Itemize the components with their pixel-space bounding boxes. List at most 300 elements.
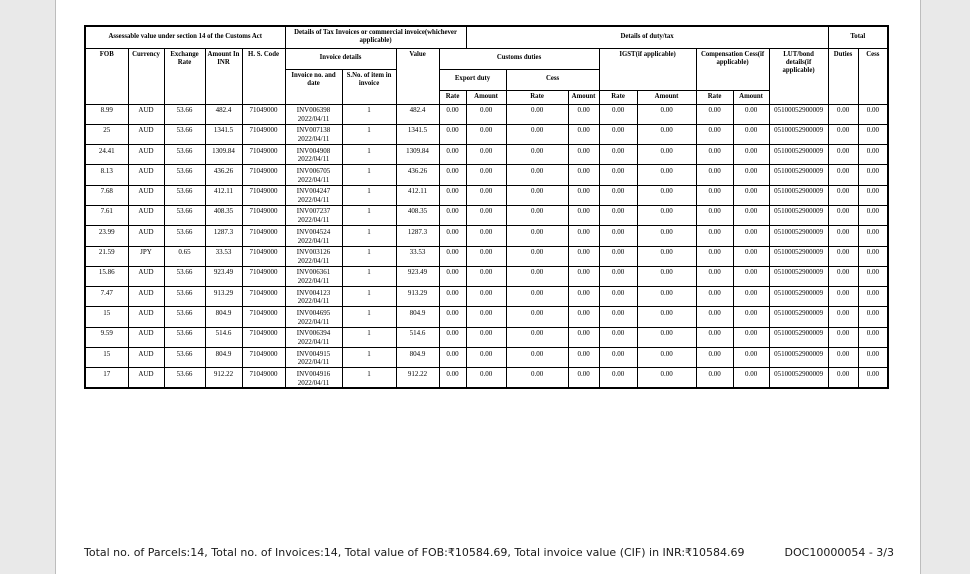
header-duties-total: Duties <box>828 48 858 104</box>
exchange-rate-cell: 53.66 <box>164 348 205 368</box>
header-group-duty-tax: Details of duty/tax <box>466 26 828 48</box>
comp-cess-rate-cell: 0.00 <box>696 348 733 368</box>
document-page <box>57 0 919 574</box>
invoice-row <box>85 246 888 266</box>
header-cess-rate: Rate <box>506 90 568 104</box>
header-cess-amount: Amount <box>568 90 599 104</box>
igst-amount-cell: 0.00 <box>637 348 696 368</box>
duties-total-cell: 0.00 <box>828 327 858 347</box>
cess-total-cell: 0.00 <box>858 145 888 165</box>
amount-in-inr-cell: 408.35 <box>205 205 242 225</box>
export-duty-amount-cell: 0.00 <box>466 165 506 185</box>
cess-rate-cell: 0.00 <box>506 246 568 266</box>
cess-amount-cell: 0.00 <box>568 246 599 266</box>
duties-total-cell: 0.00 <box>828 226 858 246</box>
fob-cell: 15.86 <box>85 266 128 286</box>
header-comp-cess-rate: Rate <box>696 90 733 104</box>
hs-code-cell: 71049000 <box>242 287 285 307</box>
invoice-row <box>85 185 888 205</box>
sno-of-item-cell: 1 <box>342 327 396 347</box>
currency-cell: AUD <box>128 226 164 246</box>
duties-total-cell: 0.00 <box>828 205 858 225</box>
cess-total-cell: 0.00 <box>858 104 888 124</box>
hs-code-cell: 71049000 <box>242 205 285 225</box>
value-cell: 33.53 <box>396 246 439 266</box>
exchange-rate-cell: 0.65 <box>164 246 205 266</box>
amount-in-inr-cell: 1341.5 <box>205 124 242 144</box>
export-duty-amount-cell: 0.00 <box>466 205 506 225</box>
cess-rate-cell: 0.00 <box>506 145 568 165</box>
sno-of-item-cell: 1 <box>342 104 396 124</box>
hs-code-cell: 71049000 <box>242 165 285 185</box>
igst-rate-cell: 0.00 <box>599 205 637 225</box>
cess-total-cell: 0.00 <box>858 368 888 389</box>
comp-cess-amount-cell: 0.00 <box>733 287 769 307</box>
invoice-no-date-cell: INV003126 2022/04/11 <box>285 246 342 266</box>
cess-total-cell: 0.00 <box>858 266 888 286</box>
cess-rate-cell: 0.00 <box>506 327 568 347</box>
invoice-row <box>85 307 888 327</box>
value-cell: 514.6 <box>396 327 439 347</box>
cess-total-cell: 0.00 <box>858 226 888 246</box>
amount-in-inr-cell: 33.53 <box>205 246 242 266</box>
comp-cess-rate-cell: 0.00 <box>696 327 733 347</box>
igst-amount-cell: 0.00 <box>637 266 696 286</box>
value-cell: 412.11 <box>396 185 439 205</box>
customs-invoice-table <box>84 25 889 389</box>
igst-amount-cell: 0.00 <box>637 246 696 266</box>
amount-in-inr-cell: 482.4 <box>205 104 242 124</box>
export-duty-rate-cell: 0.00 <box>439 124 466 144</box>
lut-bond-cell: 05100052900009 <box>769 185 828 205</box>
invoice-row <box>85 327 888 347</box>
comp-cess-rate-cell: 0.00 <box>696 145 733 165</box>
header-group-assessable-value: Assessable value under section 14 of the Customs Act <box>85 26 285 48</box>
igst-amount-cell: 0.00 <box>637 104 696 124</box>
header-group-total: Total <box>828 26 888 48</box>
header-igst-rate: Rate <box>599 90 637 104</box>
invoice-no-date-cell: INV006361 2022/04/11 <box>285 266 342 286</box>
cess-total-cell: 0.00 <box>858 165 888 185</box>
invoice-no-date-cell: INV004524 2022/04/11 <box>285 226 342 246</box>
sno-of-item-cell: 1 <box>342 287 396 307</box>
currency-cell: AUD <box>128 368 164 389</box>
export-duty-amount-cell: 0.00 <box>466 226 506 246</box>
cess-amount-cell: 0.00 <box>568 368 599 389</box>
cess-total-cell: 0.00 <box>858 205 888 225</box>
hs-code-cell: 71049000 <box>242 327 285 347</box>
exchange-rate-cell: 53.66 <box>164 124 205 144</box>
duties-total-cell: 0.00 <box>828 287 858 307</box>
duties-total-cell: 0.00 <box>828 124 858 144</box>
header-export-duty: Export duty <box>439 69 506 90</box>
export-duty-rate-cell: 0.00 <box>439 287 466 307</box>
export-duty-amount-cell: 0.00 <box>466 124 506 144</box>
export-duty-amount-cell: 0.00 <box>466 246 506 266</box>
export-duty-rate-cell: 0.00 <box>439 104 466 124</box>
value-cell: 913.29 <box>396 287 439 307</box>
amount-in-inr-cell: 923.49 <box>205 266 242 286</box>
header-hs-code: H. S. Code <box>242 48 285 104</box>
comp-cess-amount-cell: 0.00 <box>733 246 769 266</box>
amount-in-inr-cell: 913.29 <box>205 287 242 307</box>
currency-cell: AUD <box>128 124 164 144</box>
igst-rate-cell: 0.00 <box>599 266 637 286</box>
lut-bond-cell: 05100052900009 <box>769 226 828 246</box>
cess-amount-cell: 0.00 <box>568 165 599 185</box>
export-duty-rate-cell: 0.00 <box>439 246 466 266</box>
value-cell: 923.49 <box>396 266 439 286</box>
export-duty-amount-cell: 0.00 <box>466 307 506 327</box>
lut-bond-cell: 05100052900009 <box>769 327 828 347</box>
invoice-row <box>85 205 888 225</box>
cess-total-cell: 0.00 <box>858 246 888 266</box>
doc-page-reference: DOC10000054 - 3/3 <box>784 546 894 559</box>
invoice-row <box>85 124 888 144</box>
export-duty-rate-cell: 0.00 <box>439 348 466 368</box>
value-cell: 912.22 <box>396 368 439 389</box>
invoice-no-date-cell: INV004695 2022/04/11 <box>285 307 342 327</box>
cess-rate-cell: 0.00 <box>506 266 568 286</box>
fob-cell: 9.59 <box>85 327 128 347</box>
fob-cell: 7.61 <box>85 205 128 225</box>
cess-amount-cell: 0.00 <box>568 287 599 307</box>
header-customs-cess: Cess <box>506 69 599 90</box>
igst-amount-cell: 0.00 <box>637 287 696 307</box>
cess-amount-cell: 0.00 <box>568 266 599 286</box>
header-invoice-no-date: Invoice no. and date <box>285 69 342 104</box>
fob-cell: 17 <box>85 368 128 389</box>
cess-amount-cell: 0.00 <box>568 124 599 144</box>
export-duty-amount-cell: 0.00 <box>466 287 506 307</box>
comp-cess-rate-cell: 0.00 <box>696 226 733 246</box>
lut-bond-cell: 05100052900009 <box>769 287 828 307</box>
header-export-duty-rate: Rate <box>439 90 466 104</box>
comp-cess-rate-cell: 0.00 <box>696 104 733 124</box>
sno-of-item-cell: 1 <box>342 266 396 286</box>
igst-amount-cell: 0.00 <box>637 145 696 165</box>
duties-total-cell: 0.00 <box>828 104 858 124</box>
header-cess-total: Cess <box>858 48 888 104</box>
value-cell: 1287.3 <box>396 226 439 246</box>
comp-cess-amount-cell: 0.00 <box>733 307 769 327</box>
export-duty-amount-cell: 0.00 <box>466 185 506 205</box>
fob-cell: 25 <box>85 124 128 144</box>
comp-cess-amount-cell: 0.00 <box>733 226 769 246</box>
duties-total-cell: 0.00 <box>828 145 858 165</box>
sno-of-item-cell: 1 <box>342 348 396 368</box>
exchange-rate-cell: 53.66 <box>164 307 205 327</box>
hs-code-cell: 71049000 <box>242 348 285 368</box>
export-duty-amount-cell: 0.00 <box>466 327 506 347</box>
amount-in-inr-cell: 436.26 <box>205 165 242 185</box>
duties-total-cell: 0.00 <box>828 246 858 266</box>
igst-rate-cell: 0.00 <box>599 287 637 307</box>
cess-total-cell: 0.00 <box>858 185 888 205</box>
hs-code-cell: 71049000 <box>242 185 285 205</box>
header-customs-duties: Customs duties <box>439 48 599 69</box>
export-duty-amount-cell: 0.00 <box>466 104 506 124</box>
viewer-right-gutter <box>920 0 970 574</box>
export-duty-rate-cell: 0.00 <box>439 165 466 185</box>
fob-cell: 15 <box>85 307 128 327</box>
export-duty-rate-cell: 0.00 <box>439 205 466 225</box>
header-sno-item: S.No. of item in invoice <box>342 69 396 104</box>
invoice-no-date-cell: INV006394 2022/04/11 <box>285 327 342 347</box>
value-cell: 408.35 <box>396 205 439 225</box>
export-duty-rate-cell: 0.00 <box>439 185 466 205</box>
lut-bond-cell: 05100052900009 <box>769 165 828 185</box>
invoice-no-date-cell: INV004916 2022/04/11 <box>285 368 342 389</box>
duties-total-cell: 0.00 <box>828 266 858 286</box>
cess-total-cell: 0.00 <box>858 124 888 144</box>
cess-total-cell: 0.00 <box>858 327 888 347</box>
currency-cell: AUD <box>128 348 164 368</box>
comp-cess-amount-cell: 0.00 <box>733 327 769 347</box>
invoice-row <box>85 368 888 389</box>
cess-amount-cell: 0.00 <box>568 104 599 124</box>
fob-cell: 7.47 <box>85 287 128 307</box>
comp-cess-rate-cell: 0.00 <box>696 307 733 327</box>
igst-rate-cell: 0.00 <box>599 226 637 246</box>
igst-amount-cell: 0.00 <box>637 226 696 246</box>
table-body <box>85 104 888 388</box>
hs-code-cell: 71049000 <box>242 266 285 286</box>
fob-cell: 24.41 <box>85 145 128 165</box>
cess-rate-cell: 0.00 <box>506 368 568 389</box>
comp-cess-amount-cell: 0.00 <box>733 205 769 225</box>
cess-rate-cell: 0.00 <box>506 226 568 246</box>
igst-rate-cell: 0.00 <box>599 246 637 266</box>
comp-cess-amount-cell: 0.00 <box>733 368 769 389</box>
value-cell: 804.9 <box>396 348 439 368</box>
igst-amount-cell: 0.00 <box>637 327 696 347</box>
igst-rate-cell: 0.00 <box>599 104 637 124</box>
export-duty-rate-cell: 0.00 <box>439 368 466 389</box>
hs-code-cell: 71049000 <box>242 145 285 165</box>
hs-code-cell: 71049000 <box>242 307 285 327</box>
lut-bond-cell: 05100052900009 <box>769 205 828 225</box>
comp-cess-amount-cell: 0.00 <box>733 145 769 165</box>
invoice-no-date-cell: INV004123 2022/04/11 <box>285 287 342 307</box>
exchange-rate-cell: 53.66 <box>164 185 205 205</box>
hs-code-cell: 71049000 <box>242 246 285 266</box>
cess-rate-cell: 0.00 <box>506 307 568 327</box>
igst-rate-cell: 0.00 <box>599 145 637 165</box>
header-lut-bond: LUT/bond details(if applicable) <box>769 48 828 104</box>
header-exchange-rate: Exchange Rate <box>164 48 205 104</box>
header-comp-cess-amount: Amount <box>733 90 769 104</box>
header-export-duty-amount: Amount <box>466 90 506 104</box>
header-compensation-cess: Compensation Cess(if applicable) <box>696 48 769 90</box>
igst-amount-cell: 0.00 <box>637 307 696 327</box>
comp-cess-rate-cell: 0.00 <box>696 205 733 225</box>
comp-cess-rate-cell: 0.00 <box>696 246 733 266</box>
cess-rate-cell: 0.00 <box>506 124 568 144</box>
igst-rate-cell: 0.00 <box>599 165 637 185</box>
lut-bond-cell: 05100052900009 <box>769 266 828 286</box>
exchange-rate-cell: 53.66 <box>164 327 205 347</box>
duties-total-cell: 0.00 <box>828 348 858 368</box>
amount-in-inr-cell: 514.6 <box>205 327 242 347</box>
table-header <box>85 26 888 104</box>
comp-cess-amount-cell: 0.00 <box>733 185 769 205</box>
sno-of-item-cell: 1 <box>342 124 396 144</box>
header-group-tax-invoices: Details of Tax Invoices or commercial invoice(whichever applicable) <box>285 26 466 48</box>
hs-code-cell: 71049000 <box>242 104 285 124</box>
cess-rate-cell: 0.00 <box>506 104 568 124</box>
comp-cess-rate-cell: 0.00 <box>696 287 733 307</box>
cess-amount-cell: 0.00 <box>568 307 599 327</box>
amount-in-inr-cell: 1309.84 <box>205 145 242 165</box>
cess-total-cell: 0.00 <box>858 307 888 327</box>
cess-amount-cell: 0.00 <box>568 327 599 347</box>
lut-bond-cell: 05100052900009 <box>769 124 828 144</box>
currency-cell: AUD <box>128 327 164 347</box>
totals-summary: Total no. of Parcels:14, Total no. of Invoices:14, Total value of FOB:₹10584.69, Total invoice value (CIF) in INR:₹10584.69 <box>84 546 745 559</box>
header-invoice-details: Invoice details <box>285 48 396 69</box>
cess-amount-cell: 0.00 <box>568 145 599 165</box>
comp-cess-amount-cell: 0.00 <box>733 266 769 286</box>
comp-cess-amount-cell: 0.00 <box>733 124 769 144</box>
amount-in-inr-cell: 1287.3 <box>205 226 242 246</box>
amount-in-inr-cell: 912.22 <box>205 368 242 389</box>
invoice-row <box>85 165 888 185</box>
sno-of-item-cell: 1 <box>342 246 396 266</box>
invoice-row <box>85 266 888 286</box>
lut-bond-cell: 05100052900009 <box>769 104 828 124</box>
currency-cell: AUD <box>128 266 164 286</box>
sno-of-item-cell: 1 <box>342 145 396 165</box>
currency-cell: AUD <box>128 104 164 124</box>
invoice-row <box>85 287 888 307</box>
sno-of-item-cell: 1 <box>342 226 396 246</box>
sno-of-item-cell: 1 <box>342 205 396 225</box>
invoice-no-date-cell: INV004247 2022/04/11 <box>285 185 342 205</box>
igst-rate-cell: 0.00 <box>599 307 637 327</box>
lut-bond-cell: 05100052900009 <box>769 145 828 165</box>
lut-bond-cell: 05100052900009 <box>769 348 828 368</box>
exchange-rate-cell: 53.66 <box>164 145 205 165</box>
cess-rate-cell: 0.00 <box>506 287 568 307</box>
exchange-rate-cell: 53.66 <box>164 287 205 307</box>
sno-of-item-cell: 1 <box>342 165 396 185</box>
viewer-left-gutter <box>0 0 56 574</box>
currency-cell: AUD <box>128 287 164 307</box>
comp-cess-rate-cell: 0.00 <box>696 368 733 389</box>
amount-in-inr-cell: 804.9 <box>205 348 242 368</box>
comp-cess-amount-cell: 0.00 <box>733 104 769 124</box>
fob-cell: 8.13 <box>85 165 128 185</box>
invoice-no-date-cell: INV007237 2022/04/11 <box>285 205 342 225</box>
comp-cess-rate-cell: 0.00 <box>696 266 733 286</box>
igst-rate-cell: 0.00 <box>599 185 637 205</box>
lut-bond-cell: 05100052900009 <box>769 368 828 389</box>
export-duty-rate-cell: 0.00 <box>439 145 466 165</box>
exchange-rate-cell: 53.66 <box>164 266 205 286</box>
sno-of-item-cell: 1 <box>342 307 396 327</box>
igst-rate-cell: 0.00 <box>599 368 637 389</box>
invoice-no-date-cell: INV007138 2022/04/11 <box>285 124 342 144</box>
lut-bond-cell: 05100052900009 <box>769 246 828 266</box>
hs-code-cell: 71049000 <box>242 368 285 389</box>
export-duty-amount-cell: 0.00 <box>466 266 506 286</box>
comp-cess-amount-cell: 0.00 <box>733 348 769 368</box>
header-amount-in-inr: Amount In INR <box>205 48 242 104</box>
cess-amount-cell: 0.00 <box>568 185 599 205</box>
cess-rate-cell: 0.00 <box>506 348 568 368</box>
export-duty-rate-cell: 0.00 <box>439 307 466 327</box>
comp-cess-amount-cell: 0.00 <box>733 165 769 185</box>
exchange-rate-cell: 53.66 <box>164 205 205 225</box>
cess-total-cell: 0.00 <box>858 287 888 307</box>
igst-amount-cell: 0.00 <box>637 185 696 205</box>
igst-rate-cell: 0.00 <box>599 327 637 347</box>
value-cell: 1341.5 <box>396 124 439 144</box>
fob-cell: 15 <box>85 348 128 368</box>
export-duty-rate-cell: 0.00 <box>439 226 466 246</box>
invoice-row <box>85 104 888 124</box>
igst-amount-cell: 0.00 <box>637 165 696 185</box>
currency-cell: AUD <box>128 205 164 225</box>
cess-total-cell: 0.00 <box>858 348 888 368</box>
page-footer <box>84 546 894 559</box>
currency-cell: AUD <box>128 145 164 165</box>
export-duty-amount-cell: 0.00 <box>466 145 506 165</box>
value-cell: 804.9 <box>396 307 439 327</box>
cess-amount-cell: 0.00 <box>568 226 599 246</box>
lut-bond-cell: 05100052900009 <box>769 307 828 327</box>
export-duty-amount-cell: 0.00 <box>466 348 506 368</box>
fob-cell: 21.59 <box>85 246 128 266</box>
hs-code-cell: 71049000 <box>242 226 285 246</box>
export-duty-rate-cell: 0.00 <box>439 327 466 347</box>
exchange-rate-cell: 53.66 <box>164 165 205 185</box>
invoice-row <box>85 348 888 368</box>
fob-cell: 23.99 <box>85 226 128 246</box>
invoice-no-date-cell: INV004915 2022/04/11 <box>285 348 342 368</box>
cess-rate-cell: 0.00 <box>506 165 568 185</box>
sno-of-item-cell: 1 <box>342 368 396 389</box>
currency-cell: AUD <box>128 185 164 205</box>
duties-total-cell: 0.00 <box>828 307 858 327</box>
igst-rate-cell: 0.00 <box>599 348 637 368</box>
header-value: Value <box>396 48 439 104</box>
header-fob: FOB <box>85 48 128 104</box>
value-cell: 1309.84 <box>396 145 439 165</box>
duties-total-cell: 0.00 <box>828 185 858 205</box>
value-cell: 436.26 <box>396 165 439 185</box>
hs-code-cell: 71049000 <box>242 124 285 144</box>
cess-amount-cell: 0.00 <box>568 205 599 225</box>
fob-cell: 8.99 <box>85 104 128 124</box>
exchange-rate-cell: 53.66 <box>164 368 205 389</box>
export-duty-rate-cell: 0.00 <box>439 266 466 286</box>
igst-rate-cell: 0.00 <box>599 124 637 144</box>
currency-cell: AUD <box>128 165 164 185</box>
invoice-no-date-cell: INV006705 2022/04/11 <box>285 165 342 185</box>
invoice-row <box>85 226 888 246</box>
amount-in-inr-cell: 804.9 <box>205 307 242 327</box>
invoice-row <box>85 145 888 165</box>
value-cell: 482.4 <box>396 104 439 124</box>
cess-amount-cell: 0.00 <box>568 348 599 368</box>
cess-rate-cell: 0.00 <box>506 205 568 225</box>
header-currency: Currency <box>128 48 164 104</box>
comp-cess-rate-cell: 0.00 <box>696 185 733 205</box>
currency-cell: AUD <box>128 307 164 327</box>
invoice-no-date-cell: INV004908 2022/04/11 <box>285 145 342 165</box>
